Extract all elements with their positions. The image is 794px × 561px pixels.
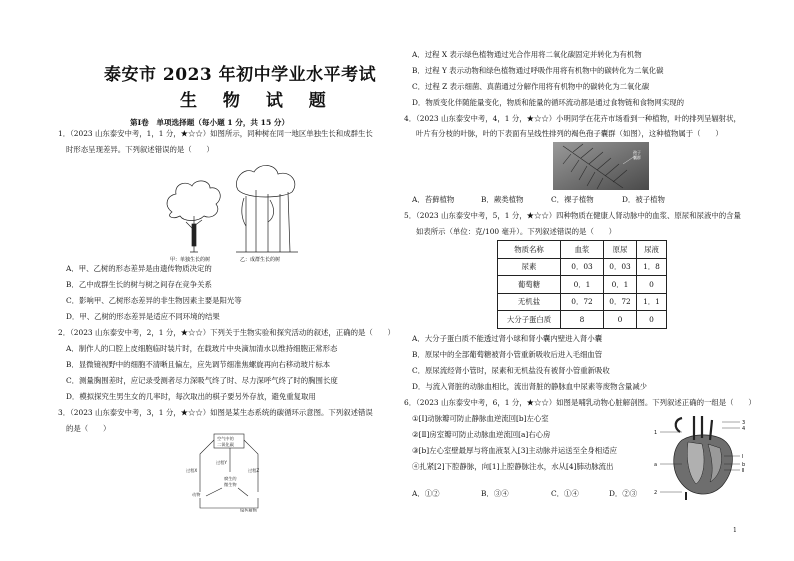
table-header-cell: 原尿: [604, 241, 637, 259]
table-header-row: [498, 241, 667, 259]
table-header-cell: 物质名称: [498, 241, 561, 259]
q2-option-b[interactable]: B．显微镜视野中的细胞不清晰且偏左，应先调节细准焦螺旋再向右移动玻片标本: [66, 360, 331, 369]
q6-option-d[interactable]: D．②③: [609, 489, 638, 498]
heart-label-I: Ⅰ: [742, 454, 744, 460]
heart-label-1: 1: [654, 430, 658, 436]
table-row: [498, 258, 667, 276]
q2-option-d[interactable]: D．模拟探究生男生女的几率时，每次取出的棋子要另外存放，避免重复取用: [66, 392, 316, 401]
q3-stem-line1: 3．（2023 山东泰安中考，3，1 分，★☆☆）如图是某生态系统的碳循环示意图。下列叙述错误: [58, 408, 373, 417]
q3-option-d[interactable]: D．物质变化伴随能量变化，物质和能量的循环流动都是通过食物链和食物网实现的: [412, 98, 684, 107]
section-heading: 第Ⅰ卷 单项选择题（每小题 1 分，共 15 分）: [130, 118, 290, 127]
diagram-air-label: 空气中的: [217, 436, 234, 441]
heart-label-b: b: [742, 462, 746, 468]
diagram-microbe-line1: 腐生的: [224, 476, 237, 481]
table-cell: 大分子蛋白质: [498, 311, 561, 329]
diagram-process-z: 过程Z: [248, 468, 260, 473]
q4-option-d[interactable]: D．被子植物: [622, 195, 665, 204]
heart-drawing: [674, 416, 733, 500]
table-header-cell: 尿液: [637, 241, 667, 259]
table-cell: 1．1: [637, 293, 667, 311]
table-cell: 尿素: [498, 258, 561, 276]
q1-option-b[interactable]: B．乙中成群生长的树与树之间存在竞争关系: [66, 280, 212, 289]
table-cell: 0．72: [604, 293, 637, 311]
carbon-cycle-diagram: [180, 432, 280, 512]
table-cell: 0: [637, 276, 667, 294]
heart-label-a: a: [654, 462, 658, 468]
lone-tree-drawing: [167, 181, 220, 252]
q1-tree-figure: [160, 160, 310, 265]
heart-label-4: 4: [742, 426, 746, 432]
grove-trees-drawing: [236, 165, 298, 252]
q6-option-a[interactable]: A．①②: [412, 489, 440, 498]
table-cell: 1．8: [637, 258, 667, 276]
heart-label-II: Ⅱ: [742, 468, 745, 474]
diagram-animal: 动物: [192, 492, 201, 497]
fern-label-line1: 孢子: [633, 150, 641, 155]
heart-label-3: 3: [742, 420, 746, 426]
heart-anatomy-figure: [652, 412, 752, 502]
q5-stem-line1: 5．（2023 山东泰安中考，5，1 分，★☆☆）四种物质在健康人肾动脉中的血浆、原尿和尿液中的含量: [404, 211, 741, 220]
q4-option-a[interactable]: A．苔藓植物: [412, 195, 455, 204]
q5-option-c[interactable]: C．原尿流经肾小管时，尿素和无机盐没有被肾小管重新吸收: [412, 366, 610, 375]
q6-statement-2: ②[Ⅱ]房室瓣可防止动脉血逆流回[a]右心房: [412, 430, 551, 439]
diagram-microbe-line2: 微生物: [224, 482, 237, 487]
q6-statement-4: ④扎紧[2]下腔静脉，向[1]上腔静脉注水，水从[4]肺动脉流出: [412, 462, 614, 471]
table-row: [498, 311, 667, 329]
q6-stem: 6．（2023 山东泰安中考，6，1 分，★☆☆）如图是哺乳动物心脏解剖图。下列叙述正确的一组是（ ）: [404, 398, 756, 407]
q1-stem-line2: 时形态呈现差异。下列叙述错误的是（ ）: [66, 145, 214, 154]
table-row: [498, 276, 667, 294]
q4-stem-line2: 叶片有分枝的叶脉，叶的下表面有呈线性排列的褐色孢子囊群（如图），这种植物属于（ ）: [416, 129, 723, 138]
diagram-process-x: 过程X: [186, 468, 198, 473]
exam-title: 泰安市 2023 年初中学业水平考试: [104, 65, 377, 85]
table-cell: 0．03: [604, 258, 637, 276]
q5-option-d[interactable]: D．与流入肾脏的动脉血相比，流出肾脏的静脉血中尿素等废物含量减少: [412, 382, 648, 391]
q6-statement-3: ③[b]左心室壁最厚与将血液泵入[3]主动脉并运送至全身相适应: [412, 446, 617, 455]
q5-option-a[interactable]: A．大分子蛋白质不能透过肾小球和肾小囊内壁进入肾小囊: [412, 334, 603, 343]
table-header-cell: 血浆: [561, 241, 604, 259]
q5-stem-line2: 如表所示（单位：克/100 毫升）。下列叙述错误的是（ ）: [416, 227, 617, 236]
table-cell: 0．03: [561, 258, 604, 276]
q6-option-b[interactable]: B．③④: [481, 489, 509, 498]
q1-fig-label-b: 乙：成群生长的树: [240, 257, 281, 263]
q1-stem-line1: 1．（2023 山东泰安中考，1，1 分，★☆☆）如图所示，同种树在同一地区单独生长和成群生长: [58, 129, 373, 138]
table-cell: 0: [604, 311, 637, 329]
table-cell: 无机盐: [498, 293, 561, 311]
q5-option-b[interactable]: B．原尿中的全部葡萄糖被肾小管重新吸收后进入毛细血管: [412, 350, 603, 359]
fern-leaf-photo: [553, 142, 649, 190]
q1-option-a[interactable]: A．甲、乙树的形态差异是由遗传物质决定的: [66, 264, 212, 273]
q3-option-a[interactable]: A．过程 X 表示绿色植物通过光合作用将二氧化碳固定并转化为有机物: [412, 50, 642, 59]
diagram-plant: 绿色植物: [240, 508, 257, 512]
exam-subtitle: 生 物 试 题: [180, 91, 336, 111]
diagram-co2-label: 二氧化碳: [217, 442, 234, 447]
q3-option-c[interactable]: C．过程 Z 表示细菌、真菌通过分解作用将有机物中的碳转化为二氧化碳: [412, 82, 650, 91]
q2-option-c[interactable]: C．测量胸围差时，应记录受测者尽力深吸气终了时、尽力深呼气终了时的胸围长度: [66, 376, 338, 385]
q5-data-table: [497, 240, 667, 329]
table-row: [498, 293, 667, 311]
table-cell: 0．72: [561, 293, 604, 311]
q1-fig-label-a: 甲：单独生长的树: [170, 257, 211, 263]
table-cell: 0．1: [561, 276, 604, 294]
q2-stem: 2．（2023 山东泰安中考，2，1 分，★☆☆）下列关于生物实验和探究活动的叙述，正确的是（ ）: [58, 328, 395, 337]
heart-label-2: 2: [654, 490, 658, 496]
table-cell: 0: [637, 311, 667, 329]
q6-option-c[interactable]: C．①④: [551, 489, 579, 498]
table-cell: 葡萄糖: [498, 276, 561, 294]
q4-option-b[interactable]: B．蕨类植物: [481, 195, 524, 204]
table-cell: 8: [561, 311, 604, 329]
q3-stem-line2: 的是（ ）: [66, 424, 111, 433]
q4-stem-line1: 4．（2023 山东泰安中考，4，1 分，★☆☆）小明同学在花卉市场看到一种植物，叶的排列呈辐射状，: [404, 114, 741, 123]
q1-option-c[interactable]: C．影响甲、乙树形态差异的非生物因素主要是阳光等: [66, 296, 242, 305]
table-cell: 0．1: [604, 276, 637, 294]
q6-statement-1: ①[Ⅰ]动脉瓣可防止静脉血逆流回[b]左心室: [412, 414, 549, 423]
page-number: 1: [733, 527, 737, 534]
q2-option-a[interactable]: A．制作人的口腔上皮细胞临时装片时，在载玻片中央滴加清水以维持细胞正常形态: [66, 344, 338, 353]
q4-option-c[interactable]: C．裸子植物: [551, 195, 594, 204]
q1-option-d[interactable]: D．甲、乙树的形态差异是适应不同环境的结果: [66, 312, 220, 321]
q3-option-b[interactable]: B．过程 Y 表示动物和绿色植物通过呼吸作用将有机物中的碳转化为二氧化碳: [412, 66, 664, 75]
diagram-process-y: 过程Y: [216, 460, 227, 465]
fern-label-line2: 囊群: [633, 155, 641, 160]
